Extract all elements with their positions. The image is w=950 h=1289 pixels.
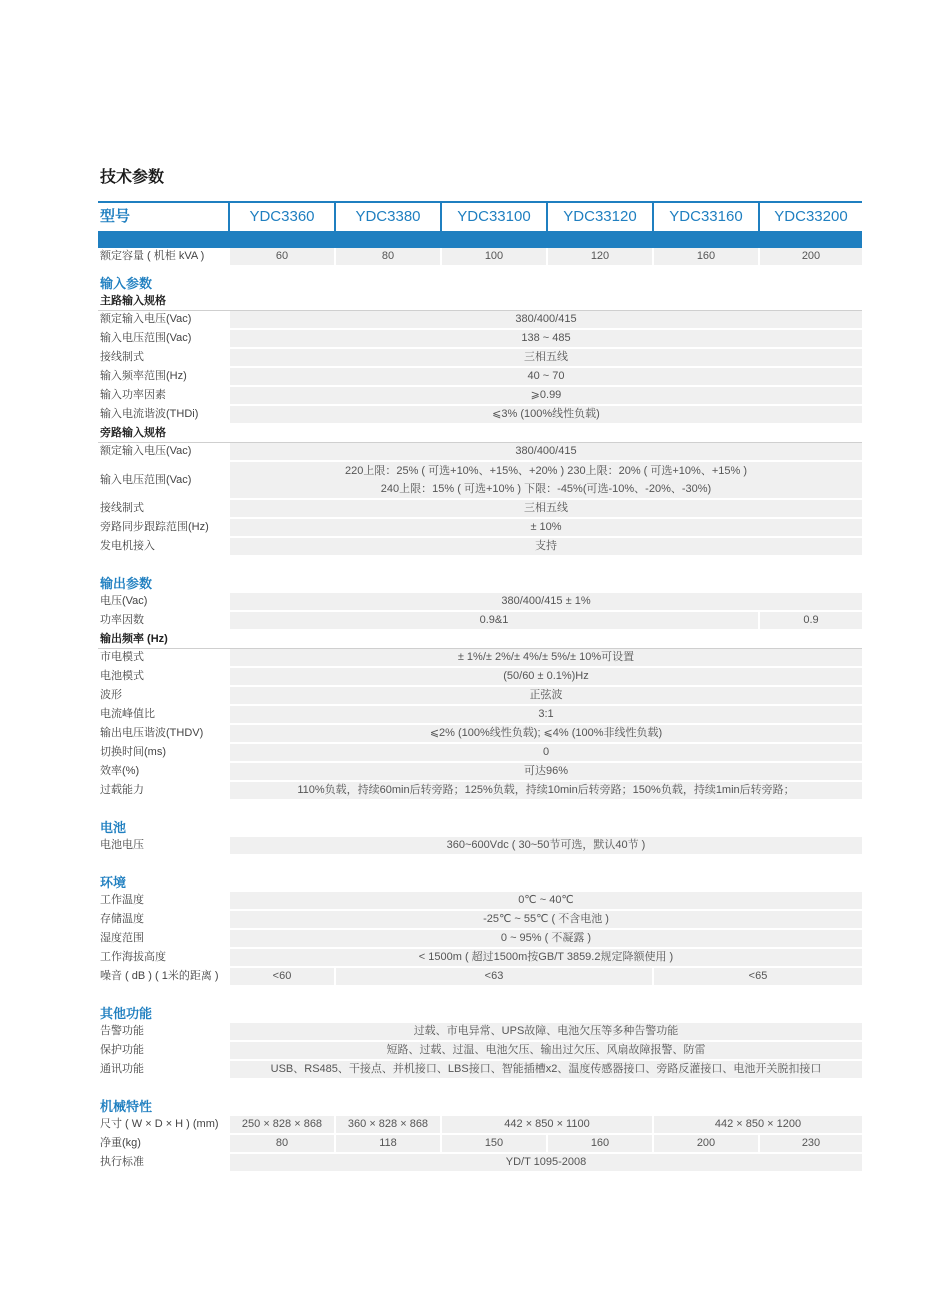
row-value: ⩽2% (100%线性负载); ⩽4% (100%非线性负载) xyxy=(228,725,862,744)
row-value: (50/60 ± 0.1%)Hz xyxy=(228,668,862,687)
page-title: 技术参数 xyxy=(100,169,165,186)
spec-row xyxy=(98,687,862,706)
spec-row xyxy=(98,837,862,856)
row-value: ± 10% xyxy=(228,519,862,538)
spec-row xyxy=(98,1154,862,1173)
model-underline xyxy=(98,231,862,248)
row-value: 0.9 xyxy=(758,612,862,631)
section-title-other: 其他功能 xyxy=(100,1006,153,1021)
spec-row xyxy=(98,311,862,330)
spec-row xyxy=(98,519,862,538)
row-value: ⩾0.99 xyxy=(228,387,862,406)
spec-row xyxy=(98,1135,862,1154)
row-value: 160 xyxy=(546,1135,652,1154)
row-value: 360 × 828 × 868 xyxy=(334,1116,440,1135)
row-value: 118 xyxy=(334,1135,440,1154)
row-value: 442 × 850 × 1200 xyxy=(652,1116,862,1135)
row-value: <65 xyxy=(652,968,862,987)
section-header xyxy=(98,856,862,892)
spec-row xyxy=(98,930,862,949)
section-title-input: 输入参数 xyxy=(100,276,153,291)
spec-row xyxy=(98,892,862,911)
row-label: 发电机接入 xyxy=(98,538,228,557)
spec-row xyxy=(98,330,862,349)
row-label: 接线制式 xyxy=(98,500,228,519)
row-label: 湿度范围 xyxy=(98,930,228,949)
spec-row xyxy=(98,387,862,406)
spec-row xyxy=(98,744,862,763)
row-label: 电池模式 xyxy=(98,668,228,687)
row-label: 额定容量 ( 机柜 kVA ) xyxy=(98,248,228,267)
spec-row xyxy=(98,1061,862,1080)
row-label: 输入频率范围(Hz) xyxy=(98,368,228,387)
subsection-title-output-frequency: 输出频率 (Hz) xyxy=(100,633,168,645)
spec-row-tall xyxy=(98,462,862,500)
row-label: 通讯功能 xyxy=(98,1061,228,1080)
subsection-header xyxy=(98,293,862,310)
model-name: YDC33120 xyxy=(546,203,652,231)
spec-table xyxy=(98,203,862,1173)
spec-row xyxy=(98,1023,862,1042)
row-value: <60 xyxy=(228,968,334,987)
subsection-header xyxy=(98,631,862,648)
row-value: 80 xyxy=(334,248,440,267)
row-value: 100 xyxy=(440,248,546,267)
spec-row xyxy=(98,538,862,557)
spec-row xyxy=(98,612,862,631)
row-value: 3:1 xyxy=(228,706,862,725)
row-label: 额定输入电压(Vac) xyxy=(98,443,228,462)
row-value: 380/400/415 ± 1% xyxy=(228,593,862,612)
row-label: 市电模式 xyxy=(98,649,228,668)
spec-row xyxy=(98,1042,862,1061)
section-header xyxy=(98,267,862,293)
section-title-environment: 环境 xyxy=(100,875,127,890)
row-label: 电流峰值比 xyxy=(98,706,228,725)
section-header xyxy=(98,987,862,1023)
spec-row xyxy=(98,968,862,987)
row-value: USB、RS485、干接点、并机接口、LBS接口、智能插槽x2、温度传感器接口、旁路反灌接口、电池开关脱扣接口 xyxy=(228,1061,862,1080)
row-value: 可达96% xyxy=(228,763,862,782)
row-value: 0.9&1 xyxy=(228,612,758,631)
capacity-row xyxy=(98,248,862,267)
row-value: ⩽3% (100%线性负载) xyxy=(228,406,862,425)
spec-row xyxy=(98,406,862,425)
row-value: 支持 xyxy=(228,538,862,557)
row-value: 138 ~ 485 xyxy=(228,330,862,349)
subsection-header xyxy=(98,425,862,442)
row-label: 功率因数 xyxy=(98,612,228,631)
spec-row xyxy=(98,443,862,462)
row-label: 额定输入电压(Vac) xyxy=(98,311,228,330)
row-label: 接线制式 xyxy=(98,349,228,368)
spec-row xyxy=(98,763,862,782)
spec-row xyxy=(98,949,862,968)
row-value: < 1500m ( 超过1500m按GB/T 3859.2规定降额使用 ) xyxy=(228,949,862,968)
row-label: 输入电压范围(Vac) xyxy=(98,330,228,349)
row-value: 230 xyxy=(758,1135,862,1154)
row-value: 120 xyxy=(546,248,652,267)
spec-row xyxy=(98,500,862,519)
row-value: -25℃ ~ 55℃ ( 不含电池 ) xyxy=(228,911,862,930)
row-label: 切换时间(ms) xyxy=(98,744,228,763)
model-name: YDC3380 xyxy=(334,203,440,231)
row-value: 380/400/415 xyxy=(228,443,862,462)
row-value: 360~600Vdc ( 30~50节可选，默认40节 ) xyxy=(228,837,862,856)
section-header xyxy=(98,557,862,593)
row-value-multiline xyxy=(228,462,862,500)
row-value: 150 xyxy=(440,1135,546,1154)
row-value: YD/T 1095-2008 xyxy=(228,1154,862,1173)
section-title-mechanical: 机械特性 xyxy=(100,1099,153,1114)
model-name: YDC33100 xyxy=(440,203,546,231)
spec-row xyxy=(98,725,862,744)
model-name: YDC33200 xyxy=(758,203,862,231)
row-label: 效率(%) xyxy=(98,763,228,782)
row-label: 旁路同步跟踪范围(Hz) xyxy=(98,519,228,538)
spec-row xyxy=(98,668,862,687)
row-label: 工作温度 xyxy=(98,892,228,911)
row-value: 0 ~ 95% ( 不凝露 ) xyxy=(228,930,862,949)
row-label: 存储温度 xyxy=(98,911,228,930)
row-value: 380/400/415 xyxy=(228,311,862,330)
row-label: 波形 xyxy=(98,687,228,706)
row-value: 160 xyxy=(652,248,758,267)
row-value-line: 220上限：25% ( 可选+10%、+15%、+20% ) 230上限：20% ( 可选+10%、+15% ) xyxy=(345,465,747,477)
row-value: 200 xyxy=(652,1135,758,1154)
row-label: 输入电压范围(Vac) xyxy=(98,462,228,500)
spec-row xyxy=(98,1116,862,1135)
model-name: YDC3360 xyxy=(228,203,334,231)
row-value: 442 × 850 × 1100 xyxy=(440,1116,652,1135)
row-label: 尺寸 ( W × D × H ) (mm) xyxy=(98,1116,228,1135)
row-value-line: 240上限：15% ( 可选+10% ) 下限：-45%(可选-10%、-20%、-30%) xyxy=(380,483,712,495)
row-value: 40 ~ 70 xyxy=(228,368,862,387)
row-value: <63 xyxy=(334,968,652,987)
row-value: 过载、市电异常、UPS故障、电池欠压等多种告警功能 xyxy=(228,1023,862,1042)
spec-row xyxy=(98,706,862,725)
model-label: 型号 xyxy=(100,208,131,225)
row-value: 三相五线 xyxy=(228,349,862,368)
spec-row xyxy=(98,368,862,387)
row-label: 电压(Vac) xyxy=(98,593,228,612)
spec-row xyxy=(98,911,862,930)
model-name: YDC33160 xyxy=(652,203,758,231)
row-label: 保护功能 xyxy=(98,1042,228,1061)
row-label: 输出电压谐波(THDV) xyxy=(98,725,228,744)
model-row xyxy=(98,203,862,231)
row-value: 三相五线 xyxy=(228,500,862,519)
row-label: 输入电流谐波(THDi) xyxy=(98,406,228,425)
row-value: 60 xyxy=(228,248,334,267)
row-label: 噪音 ( dB ) ( 1米的距离 ) xyxy=(98,968,228,987)
row-label: 电池电压 xyxy=(98,837,228,856)
spec-row xyxy=(98,349,862,368)
row-value: 110%负载，持续60min后转旁路；125%负载，持续10min后转旁路；150%负载，持续1min后转旁路； xyxy=(228,782,862,801)
section-header xyxy=(98,801,862,837)
row-label: 净重(kg) xyxy=(98,1135,228,1154)
row-value: 短路、过载、过温、电池欠压、输出过欠压、风扇故障报警、防雷 xyxy=(228,1042,862,1061)
subsection-title-bypass-input: 旁路输入规格 xyxy=(100,427,166,439)
row-label: 告警功能 xyxy=(98,1023,228,1042)
spec-row xyxy=(98,782,862,801)
row-value: 250 × 828 × 868 xyxy=(228,1116,334,1135)
row-value: 0℃ ~ 40℃ xyxy=(228,892,862,911)
row-value: 80 xyxy=(228,1135,334,1154)
section-header xyxy=(98,1080,862,1116)
row-label: 输入功率因素 xyxy=(98,387,228,406)
subsection-title-main-input: 主路输入规格 xyxy=(100,295,166,307)
spec-table-container xyxy=(98,201,862,1173)
section-title-output: 输出参数 xyxy=(100,576,153,591)
spec-row xyxy=(98,593,862,612)
row-value: ± 1%/± 2%/± 4%/± 5%/± 10%可设置 xyxy=(228,649,862,668)
row-label: 工作海拔高度 xyxy=(98,949,228,968)
spec-row xyxy=(98,649,862,668)
row-value: 正弦波 xyxy=(228,687,862,706)
row-label: 过载能力 xyxy=(98,782,228,801)
row-value: 0 xyxy=(228,744,862,763)
section-title-battery: 电池 xyxy=(100,820,127,835)
row-value: 200 xyxy=(758,248,862,267)
row-label: 执行标准 xyxy=(98,1154,228,1173)
